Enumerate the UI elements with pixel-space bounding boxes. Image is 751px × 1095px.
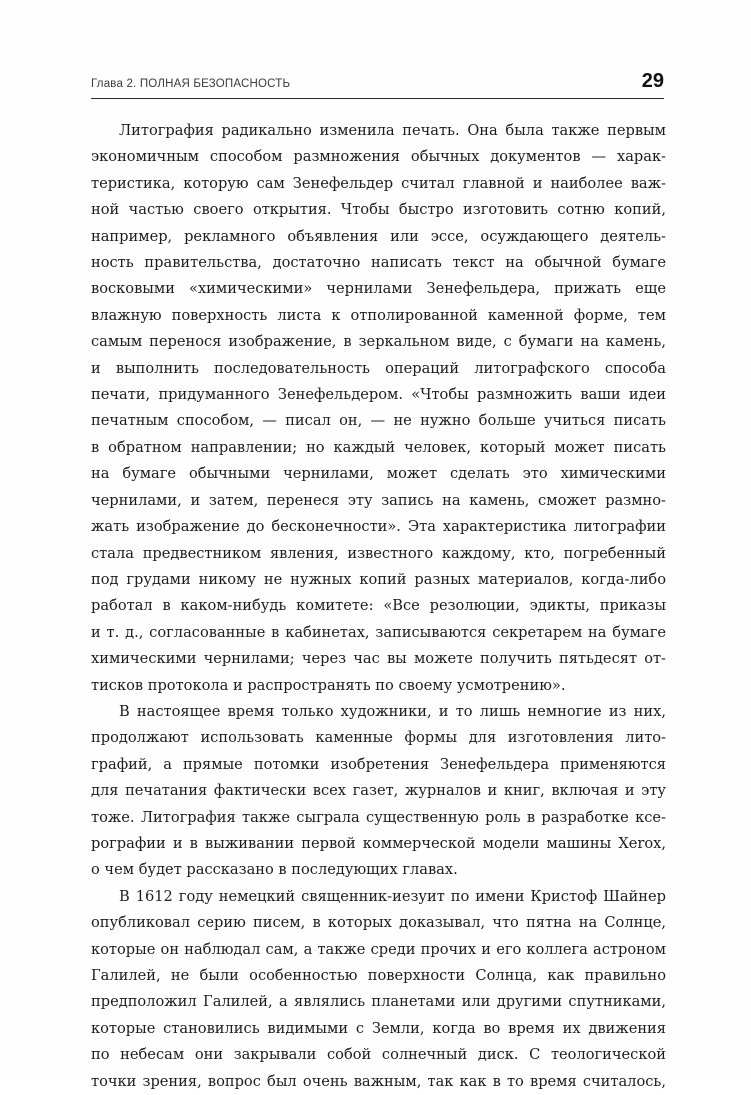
text-line: и т. д., согласованные в кабинетах, записываются секретарем на бумаге	[91, 623, 666, 641]
text-line: о чем будет рассказано в последующих главах.	[91, 861, 458, 879]
text-line: точки зрения, вопрос был очень важным, так как в то время считалось,	[91, 1072, 666, 1090]
text-line: для печатания фактически всех газет, журналов и книг, включая и эту	[91, 782, 666, 800]
text-line: продолжают использовать каменные формы для изготовления лито-	[91, 729, 666, 747]
text-line: например, рекламного объявления или эссе, осуждающего деятель-	[91, 227, 666, 245]
text-line: которые он наблюдал сам, а также среди прочих и его коллега астроном	[91, 940, 666, 958]
running-header	[91, 64, 664, 99]
text-line: которые становились видимыми с Земли, когда во время их движения	[91, 1019, 666, 1037]
text-line: Литография радикально изменила печать. Она была также первым	[119, 122, 666, 139]
text-line: печатным способом, — писал он, — не нужно больше учиться писать	[91, 412, 666, 430]
text-line: в обратном направлении; но каждый человек, который может писать	[91, 438, 666, 456]
text-line: предположил Галилей, а являлись планетами или другими спутниками,	[91, 993, 666, 1011]
text-line: В 1612 году немецкий священник-иезуит по имени Кристоф Шайнер	[119, 887, 666, 905]
text-line: влажную поверхность листа к отполированной каменной форме, тем	[91, 306, 666, 324]
paragraph	[91, 884, 666, 1095]
text-line: стала предвестником явления, известного каждому, кто, погребенный	[91, 544, 666, 562]
body-text	[91, 118, 666, 1095]
text-line: В настоящее время только художники, и то лишь немногие из них,	[119, 702, 666, 720]
text-line: тоже. Литография также сыграла существенную роль в разработке ксе-	[91, 808, 666, 826]
text-line: рографии и в выживании первой коммерческой модели машины Xerox,	[91, 834, 666, 852]
text-line: восковыми «химическими» чернилами Зенефельдера, прижать еще	[91, 280, 666, 298]
text-line: и выполнить последовательность операций литографского способа	[91, 359, 666, 377]
text-line: по небесам они закрывали собой солнечный диск. С теологической	[91, 1046, 666, 1064]
paragraph	[91, 118, 666, 699]
text-line: ной частью своего открытия. Чтобы быстро изготовить сотню копий,	[91, 201, 666, 219]
text-line: на бумаге обычными чернилами, может сделать это химическими	[91, 465, 666, 483]
text-line: самым перенося изображение, в зеркальном виде, с бумаги на камень,	[91, 333, 666, 351]
text-line: тисков протокола и распространять по своему усмотрению».	[91, 676, 566, 694]
page-number: 29	[641, 70, 664, 92]
text-line: чернилами, и затем, перенеся эту запись на камень, сможет размно-	[91, 491, 666, 509]
text-line: химическими чернилами; через час вы можете получить пятьдесят от-	[91, 650, 666, 668]
text-line: экономичным способом размножения обычных документов — харак-	[91, 148, 666, 166]
text-line: работал в каком-нибудь комитете: «Все резолюции, эдикты, приказы	[91, 597, 666, 615]
text-line: опубликовал серию писем, в которых доказывал, что пятна на Солнце,	[91, 914, 666, 932]
text-line: Галилей, не были особенностью поверхности Солнца, как правильно	[91, 967, 666, 984]
text-line: печати, придуманного Зенефельдером. «Чтобы размножить ваши идеи	[91, 386, 666, 404]
text-line: теристика, которую сам Зенефельдер считал главной и наиболее важ-	[91, 174, 666, 192]
text-line: под грудами никому не нужных копий разных материалов, когда-либо	[91, 570, 666, 588]
text-line: графий, а прямые потомки изобретения Зенефельдера применяются	[91, 755, 666, 773]
text-line: ность правительства, достаточно написать текст на обычной бумаге	[91, 254, 666, 272]
chapter-title: Глава 2. ПОЛНАЯ БЕЗОПАСНОСТЬ	[91, 78, 291, 90]
paragraph	[91, 699, 666, 884]
text-line: жать изображение до бесконечности». Эта характеристика литографии	[91, 518, 666, 536]
